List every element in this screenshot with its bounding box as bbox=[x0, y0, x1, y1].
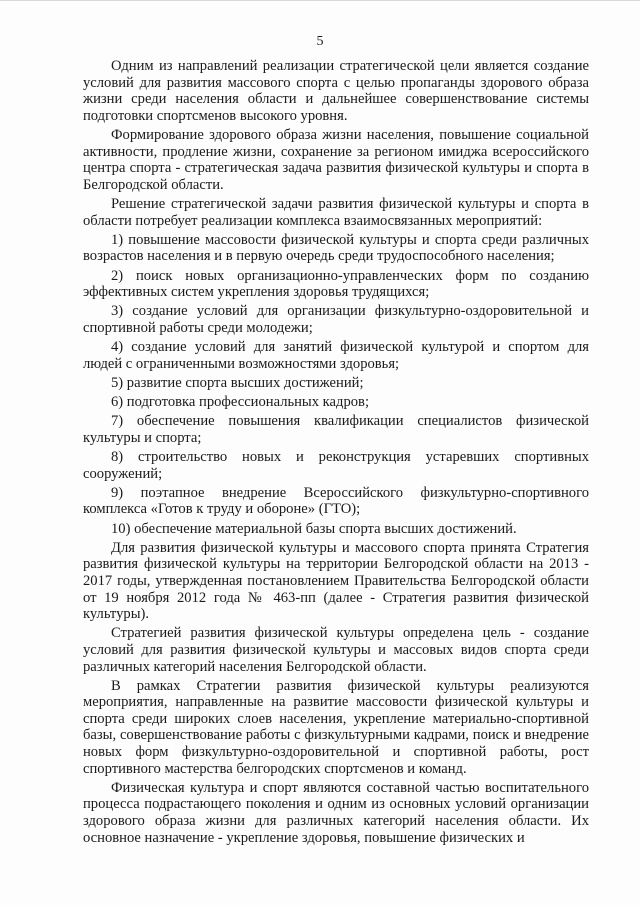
paragraph: Стратегией развития физической культуры определена цель - создание условий для развития физической культуры и массовых видов спорта среди различных категорий населения Белгородской области. bbox=[83, 625, 589, 675]
measure-item: 10) обеспечение материальной базы спорта высших достижений. bbox=[111, 520, 517, 537]
measure-item: 2) поиск новых организационно-управленческих форм по созданию эффективных систем укрепления здоровья трудящихся; bbox=[83, 267, 589, 301]
scan-edge bbox=[0, 0, 640, 3]
measure-item: 7) обеспечение повышения квалификации специалистов физической культуры и спорта; bbox=[83, 413, 589, 446]
measure-item: 8) строительство новых и реконструкция устаревших спортивных сооружений; bbox=[83, 449, 589, 482]
paragraph: В рамках Стратегии развития физической культуры реализуются мероприятия, направленные на развитие массовости физической культуры и спорта среди широких слоев населения, укрепление материально-спортивной базы, совершенствование работы с физкультурными кадрами, поиск и внедрение новых форм физкультурно-оздоровительной и спортивной работы, рост спортивного мастерства белгородских спортсменов и команд. bbox=[83, 677, 589, 777]
measure-item: 5) развитие спорта высших достижений; bbox=[111, 374, 364, 391]
document-body bbox=[83, 58, 589, 849]
measure-item: 6) подготовка профессиональных кадров; bbox=[111, 394, 369, 411]
page-number: 5 bbox=[316, 34, 324, 49]
paragraph: Решение стратегической задачи развития физической культуры и спорта в области потребует реализации комплекса взаимосвязанных мероприятий: bbox=[83, 195, 589, 229]
measure-item: 1) повышение массовости физической культуры и спорта среди различных возрастов населения и в первую очередь среди трудоспособного населения; bbox=[83, 231, 589, 265]
measure-item: 9) поэтапное внедрение Всероссийского физкультурно-спортивного комплекса «Готов к труду и обороне» (ГТО); bbox=[83, 484, 589, 518]
paragraph: Физическая культура и спорт являются составной частью воспитательного процесса подрастающего поколения и одним из основных условий организации здорового образа жизни для различных категорий населения области. Их основное назначение - укрепление здоровья, повышение физических и bbox=[83, 779, 589, 846]
paragraph: Для развития физической культуры и массового спорта принята Стратегия развития физической культуры на территории Белгородской области на 2013 - 2017 годы, утвержденная постановлением Правительства Белгородской области от 19 ноября 2012 года № 463-пп (далее - Стратегия развития физической культуры). bbox=[83, 539, 589, 623]
measure-item: 4) создание условий для занятий физической культурой и спортом для людей с ограниченными возможностями здоровья; bbox=[83, 339, 589, 372]
paragraph: Одним из направлений реализации стратегической цели является создание условий для развития массового спорта с целью пропаганды здорового образа жизни среди населения области и дальнейшее совершенствование системы подготовки спортсменов высокого уровня. bbox=[83, 58, 589, 124]
paragraph: Формирование здорового образа жизни населения, повышение социальной активности, продление жизни, сохранение за регионом имиджа всероссийского центра спорта - стратегическая задача развития физической культуры и спорта в Белгородской области. bbox=[83, 126, 589, 193]
measure-item: 3) создание условий для организации физкультурно-оздоровительной и спортивной работы среди молодежи; bbox=[83, 303, 589, 336]
